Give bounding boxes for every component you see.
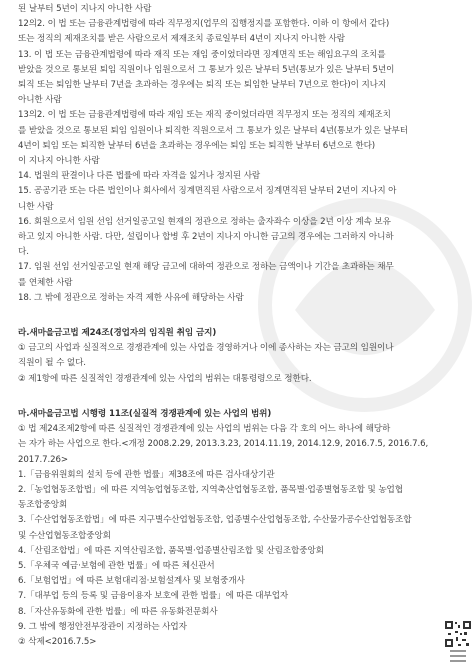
- disqualification-line: 또는 정직의 제재조치를 받은 사람으로서 제재조치 종료일부터 4년이 지나지 아니한 사람: [18, 34, 345, 45]
- disqualification-line: 를 연체한 사람: [18, 277, 73, 288]
- decree-11-heading: 마.새마을금고법 시행령 11조(실질적 경쟁관계에 있는 사업의 범위): [18, 409, 272, 419]
- article-24-heading: 라.새마을금고법 제24조(경업자의 임직원 취임 금지): [18, 328, 217, 338]
- decree-11-line: 2017.7.26>: [18, 454, 68, 465]
- article-24-section: [18, 326, 458, 387]
- disqualification-line: 이 지나지 아니한 사람: [18, 156, 100, 167]
- disqualification-line: 를 받았을 것으로 통보된 퇴임 임원이나 퇴직한 직원으로서 그 통보가 있은 날부터 4년(통보가 있은 날부터: [18, 125, 408, 136]
- disqualification-line: 16. 회원으로서 임원 선임 선거일공고일 현재의 정관으로 정하는 출자좌수 이상을 2년 이상 계속 보유: [18, 216, 391, 227]
- article-24-line: ② 제1항에 따른 실질적인 경쟁관계에 있는 사업의 범위는 대통령령으로 정한다.: [18, 373, 312, 384]
- decree-11-section: [18, 407, 458, 650]
- decree-11-line: 9. 그 밖에 행정안전부장관이 지정하는 사업자: [18, 621, 187, 632]
- decree-11-line: 1.「금융위원회의 설치 등에 관한 법률」제38조에 따른 검사대상기관: [18, 469, 275, 480]
- decree-11-line: 7.「대부업 등의 등록 및 금융이용자 보호에 관한 법률」에 따른 대부업자: [18, 591, 289, 602]
- disqualification-line: 퇴직 또는 퇴임한 날부터 7년을 초과하는 경우에는 퇴직 또는 퇴임한 날부터 7년으로 한다)이 지나지: [18, 80, 387, 91]
- decree-11-line: 및 수산업협동조합중앙회: [18, 530, 111, 541]
- disqualification-line: 아니한 사람: [18, 95, 62, 106]
- decree-11-line: ① 법 제24조제2항에 따른 실질적인 경쟁관계에 있는 사업의 범위는 다음 각 호의 어느 하나에 해당하: [18, 424, 391, 435]
- disqualification-line: 다.: [18, 247, 29, 258]
- disqualification-line: 13. 이 법 또는 금융관계법령에 따라 재직 또는 재임 중이었더라면 징계면직 또는 해임요구의 조치를: [18, 49, 386, 60]
- decree-11-line: 4.「산림조합법」에 따른 지역산림조합, 품목별·업종별산림조합 및 산림조합중앙회: [18, 545, 324, 556]
- decree-11-line: 는 자가 하는 사업으로 한다.<개정 2008.2.29, 2013.3.23, 2014.11.19, 2014.12.9, 2016.7.5, 2016.7.6,: [18, 439, 429, 450]
- disqualification-line: 13의2. 이 법 또는 금융관계법령에 따라 재임 또는 재직 중이었더라면 직무정지 또는 정직의 제재조치: [18, 110, 391, 121]
- disqualification-line: 12의2. 이 법 또는 금융관계법령에 따라 직무정지(업무의 집행정지를 포함한다. 이하 이 항에서 같다): [18, 19, 390, 30]
- decree-11-line: ② 삭제<2016.7.5>: [18, 637, 97, 648]
- disqualification-line: 니한 사람: [18, 201, 54, 212]
- decree-11-line: 8.「자산유동화에 관한 법률」에 따른 유동화전문회사: [18, 606, 218, 617]
- disqualification-line: 하고 있지 아니한 사람. 다만, 설립이나 합병 후 2년이 지나지 아니한 금고의 경우에는 그러하지 아니하: [18, 232, 394, 243]
- disqualification-line: 4년이 퇴임 또는 퇴직한 날부터 6년을 초과하는 경우에는 퇴임 또는 퇴직한 날부터 6년으로 한다): [18, 140, 376, 151]
- decree-11-body: [18, 422, 458, 650]
- disqualification-line: 14. 법원의 판결이나 다른 법률에 따라 자격을 잃거나 정지된 사람: [18, 171, 261, 182]
- decree-11-line: 6.「보험업법」에 따른 보험대리점·보험설계사 및 보험중개사: [18, 576, 245, 587]
- article-24-line: 직원이 될 수 없다.: [18, 358, 86, 369]
- decree-11-line: 동조합중앙회: [18, 500, 68, 511]
- disqualification-line: 된 날부터 5년이 지나지 아니한 사람: [18, 4, 152, 14]
- article-24-body: [18, 341, 458, 387]
- decree-11-line: 2.「농업협동조합법」에 따른 지역농업협동조합, 지역축산업협동조합, 품목별·업종별협동조합 및 농업협: [18, 485, 403, 496]
- disqualification-line: 18. 그 밖에 정관으로 정하는 자격 제한 사유에 해당하는 사람: [18, 292, 244, 303]
- disqualification-list: [18, 2, 458, 306]
- article-24-line: ① 금고의 사업과 실질적으로 경쟁관계에 있는 사업을 경영하거나 이에 종사하는 자는 금고의 임원이나: [18, 343, 394, 354]
- decree-11-line: 3.「수산업협동조합법」에 따른 지구별수산업협동조합, 업종별수산업협동조합, 수산물가공수산업협동조합: [18, 515, 412, 526]
- disqualification-line: 15. 공공기관 또는 다른 법인이나 회사에서 징계면직된 사람으로서 징계면직된 날부터 2년이 지나지 아: [18, 186, 397, 197]
- qr-code-icon: [444, 620, 472, 668]
- disqualification-line: 받았을 것으로 통보된 퇴임 직원이나 임원으로서 그 통보가 있은 날부터 5년(통보가 있은 날부터 5년이: [18, 64, 395, 75]
- disqualification-line: 17. 임원 선임 선거일공고일 현재 해당 금고에 대하여 정관으로 정하는 금액이나 기간을 초과하는 채무: [18, 262, 394, 273]
- decree-11-line: 5.「우체국 예금·보험에 관한 법률」에 따른 체신관서: [18, 561, 215, 572]
